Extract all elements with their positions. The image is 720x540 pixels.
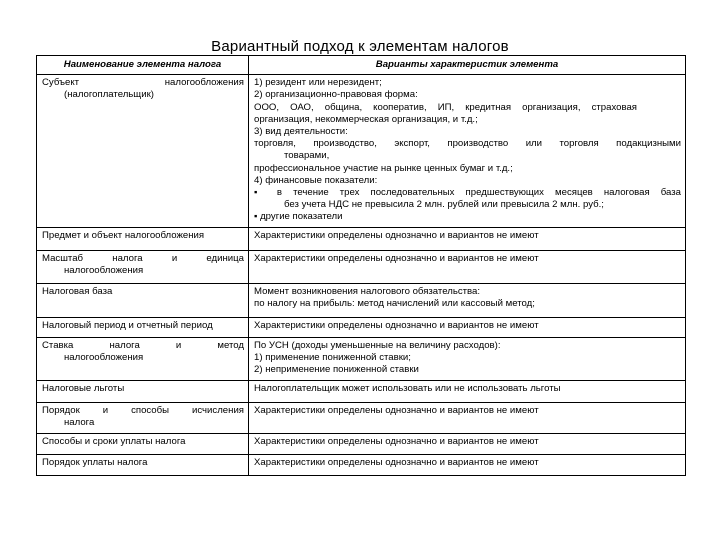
row-name-cell <box>37 402 249 433</box>
row-name: Налоговая база <box>37 284 249 317</box>
variant-line: 2) организационно-правовая форма: <box>254 89 418 101</box>
variant-line: Момент возникновения налогового обязательства: <box>254 286 481 298</box>
variant-line: ▪ другие показатели <box>254 211 343 223</box>
table-header-row <box>37 56 686 75</box>
variant-line: Характеристики определены однозначно и вариантов не имеют <box>249 455 686 476</box>
row-variants-cell <box>249 75 686 227</box>
variant-line: 4) финансовые показатели: <box>254 174 378 186</box>
tax-elements-table <box>36 55 686 476</box>
variant-line: ▪ в течение трех последовательных предшествующих месяцев налоговая база <box>254 187 681 199</box>
row-variants-cell <box>249 337 686 381</box>
table-row <box>37 227 686 250</box>
row-name-continued: налога <box>64 416 95 428</box>
variant-line: По УСН (доходы уменьшенные на величину расходов): <box>254 339 501 351</box>
row-name: Налоговый период и отчетный период <box>37 317 249 337</box>
row-name: Масштаб налога и единица <box>42 252 244 264</box>
variant-line: торговля, производство, экспорт, производство или торговля подакцизными <box>254 138 681 150</box>
row-name: Предмет и объект налогообложения <box>37 227 249 250</box>
table-row <box>37 402 686 433</box>
row-name: Субъект налогообложения <box>42 77 244 89</box>
row-name: Способы и сроки уплаты налога <box>37 434 249 455</box>
table-row <box>37 381 686 402</box>
variant-line: Характеристики определены однозначно и вариантов не имеют <box>249 250 686 283</box>
header-element-variants: Варианты характеристик элемента <box>249 56 686 75</box>
variant-line: 3) вид деятельности: <box>254 126 348 138</box>
row-name: Порядок и способы исчисления <box>42 404 244 416</box>
row-name: Налоговые льготы <box>37 381 249 402</box>
table-row <box>37 455 686 476</box>
variant-line: 2) неприменение пониженной ставки <box>254 364 419 376</box>
variant-line: 1) резидент или нерезидент; <box>254 77 382 89</box>
header-element-name: Наименование элемента налога <box>37 56 249 75</box>
row-variants-cell <box>249 284 686 317</box>
row-name-cell <box>37 250 249 283</box>
variant-line: товарами, <box>284 150 330 162</box>
row-name-cell <box>37 337 249 381</box>
table-row <box>37 337 686 381</box>
table-row <box>37 75 686 227</box>
row-name: Порядок уплаты налога <box>37 455 249 476</box>
variant-line: 1) применение пониженной ставки; <box>254 352 411 364</box>
variant-line: Характеристики определены однозначно и вариантов не имеют <box>249 317 686 337</box>
table-row <box>37 434 686 455</box>
table-row <box>37 317 686 337</box>
variant-line: Характеристики определены однозначно и вариантов не имеют <box>249 402 686 433</box>
row-name-continued: налогообложения <box>64 265 144 277</box>
row-name-continued: (налогоплательщик) <box>64 89 154 101</box>
variant-line: Налогоплательщик может использовать или не использовать льготы <box>249 381 686 402</box>
variant-line: по налогу на прибыль: метод начислений или кассовый метод; <box>254 298 535 310</box>
page-title: Вариантный подход к элементам налогов <box>211 38 509 55</box>
variant-line: профессиональное участие на рынке ценных бумаг и т.д.; <box>254 162 513 174</box>
row-name-cell <box>37 75 249 227</box>
variant-line: без учета НДС не превысила 2 млн. рублей или превысила 2 млн. руб.; <box>284 199 604 211</box>
variant-line: Характеристики определены однозначно и вариантов не имеют <box>249 227 686 250</box>
row-name: Ставка налога и метод <box>42 339 244 351</box>
row-name-continued: налогообложения <box>64 352 144 364</box>
variant-line: Характеристики определены однозначно и вариантов не имеют <box>249 434 686 455</box>
table-row <box>37 250 686 283</box>
variant-line: ООО, ОАО, община, кооператив, ИП, кредитная организация, страховая организация, некоммерческая организация, и т.д.; <box>254 101 637 125</box>
table-row <box>37 284 686 317</box>
